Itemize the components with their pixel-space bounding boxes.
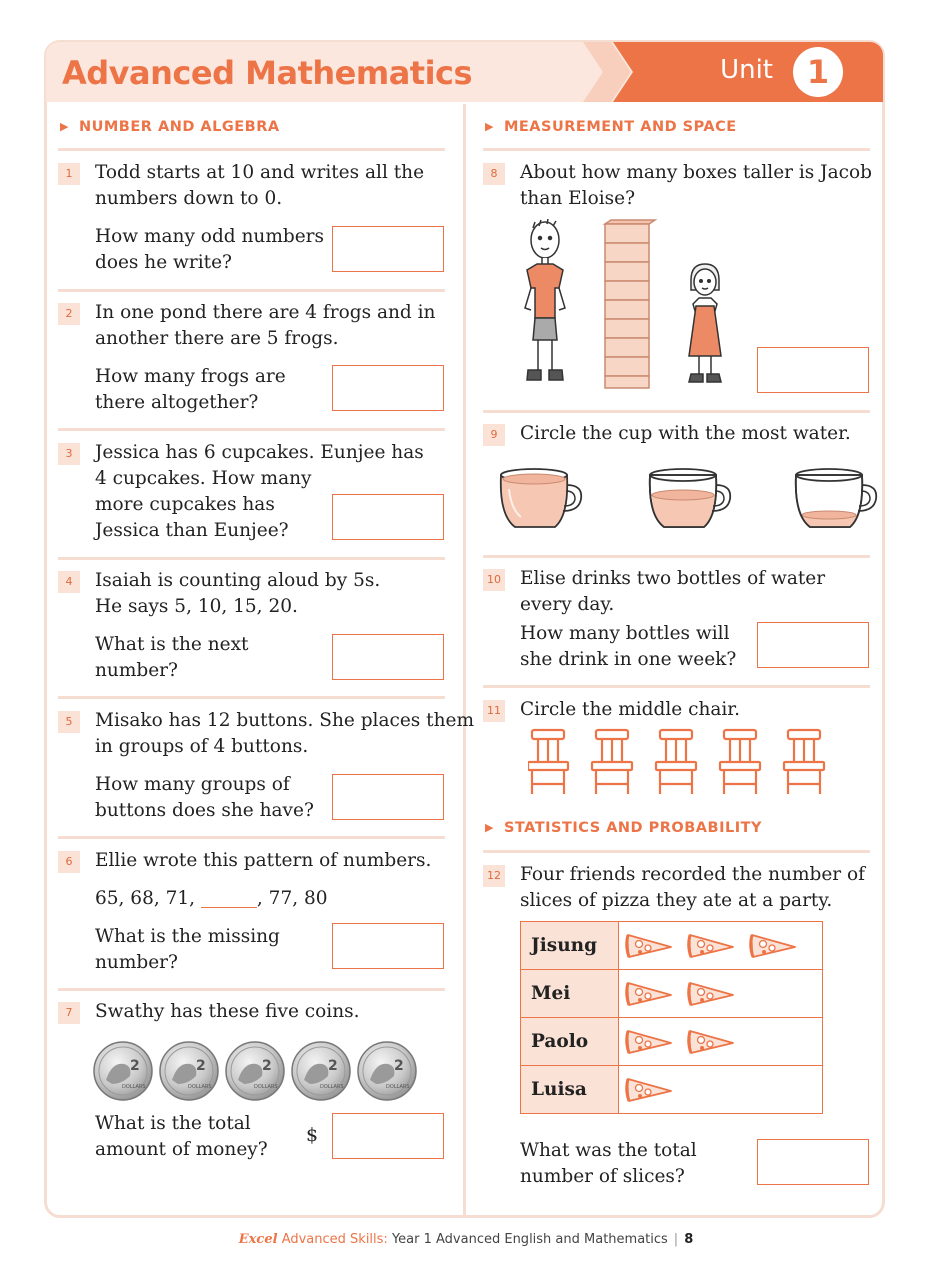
page-footer: Excel Advanced Skills: Year 1 Advanced English and Mathematics | 8 [238,1232,694,1247]
pizza-slice-icon [687,977,737,1011]
pattern-blank[interactable] [201,890,257,908]
footer-series: Advanced Skills: [281,1232,388,1247]
pictograph-name: Paolo [521,1018,619,1066]
footer-book-title: Year 1 Advanced English and Mathematics [391,1232,668,1247]
question-7-prompt: What is the total amount of money? [95,1113,268,1160]
question-4-prompt: What is the next number? [95,634,249,681]
section-number-algebra: ▶ NUMBER AND ALGEBRA [60,119,280,135]
pictograph-name: Luisa [521,1066,619,1114]
svg-text:DOLLARS: DOLLARS [188,1084,212,1090]
chair-icon[interactable] [720,730,760,794]
question-11-text: Circle the middle chair. [520,699,741,720]
question-7-text: Swathy has these five coins. [95,1001,360,1022]
pizza-slice-icon [625,977,675,1011]
divider [58,696,445,699]
question-1-prompt: How many odd numbers does he write? [95,226,325,273]
pizza-slice-icon [625,929,675,963]
svg-text:2: 2 [328,1058,338,1074]
svg-text:2: 2 [130,1058,140,1074]
cup-icon [501,469,581,527]
pictograph-slices [619,922,823,970]
pizza-slice-icon [625,1025,675,1059]
answer-box-6[interactable] [332,923,444,969]
question-number: 6 [58,851,80,873]
question-number: 2 [58,303,80,325]
divider [58,988,445,991]
answer-box-5[interactable] [332,774,444,820]
coin-icon [358,1042,416,1100]
question-number: 8 [483,163,505,185]
question-number: 7 [58,1002,80,1024]
pictograph-name: Mei [521,970,619,1018]
pictograph-row [521,1066,823,1114]
footer-brand: Excel [238,1232,278,1247]
svg-text:2: 2 [196,1058,206,1074]
coin-icon [292,1042,350,1100]
question-8-text: About how many boxes taller is Jacob than Eloise? [520,162,872,209]
question-number: 3 [58,443,80,465]
question-number: 5 [58,711,80,733]
question-9-text: Circle the cup with the most water. [520,423,851,444]
box-tower [605,220,655,388]
pictograph-row [521,1018,823,1066]
question-4-text: Isaiah is counting aloud by 5s. He says 5, 10, 15, 20. [95,570,381,617]
pizza-slice-icon [687,1025,737,1059]
answer-box-12[interactable] [757,1139,869,1185]
section-measurement-space: ▶ MEASUREMENT AND SPACE [485,119,737,135]
pictograph-slices [619,1018,823,1066]
divider [58,289,445,292]
cup-full[interactable] [495,465,585,535]
answer-box-10[interactable] [757,622,869,668]
arrow-icon: ▶ [60,120,69,133]
pictograph-slices [619,1066,823,1114]
answer-box-2[interactable] [332,365,444,411]
divider [58,836,445,839]
question-3-text: Jessica has 6 cupcakes. Eunjee has 4 cupcakes. How many more cupcakes has Jessica than Eunjee? [95,442,424,541]
answer-box-7[interactable] [332,1113,444,1159]
svg-text:DOLLARS: DOLLARS [254,1084,278,1090]
divider [483,850,870,853]
answer-box-3[interactable] [332,494,444,540]
page-number: 8 [684,1232,694,1247]
svg-text:DOLLARS: DOLLARS [122,1084,146,1090]
question-number: 9 [483,424,505,446]
pictograph-row [521,922,823,970]
boy-icon [525,219,565,380]
question-number: 11 [483,700,505,722]
currency-symbol: $ [306,1124,319,1146]
pizza-pictograph [520,921,823,1114]
divider [58,148,445,151]
coin-icon [226,1042,284,1100]
number-pattern: 65, 68, 71, , 77, 80 [95,888,328,909]
divider [483,555,870,558]
cup-icon [650,469,730,527]
section-statistics-probability: ▶ STATISTICS AND PROBABILITY [485,820,762,836]
pictograph-name: Jisung [521,922,619,970]
question-12-prompt: What was the total number of slices? [520,1140,697,1187]
question-10-prompt: How many bottles will she drink in one week? [520,623,737,670]
unit-label: Unit [720,55,773,85]
question-6-text: Ellie wrote this pattern of numbers. [95,850,432,871]
pizza-slice-icon [749,929,799,963]
page-title: Advanced Mathematics [62,54,473,92]
chair-icon[interactable] [528,730,568,794]
coin-icon [94,1042,152,1100]
answer-box-8[interactable] [757,347,869,393]
divider [483,685,870,688]
question-2-text: In one pond there are 4 frogs and in another there are 5 frogs. [95,302,436,349]
question-5-text: Misako has 12 buttons. She places them in groups of 4 buttons. [95,710,475,757]
arrow-icon: ▶ [485,821,494,834]
chairs-row [528,728,828,796]
pizza-slice-icon [625,1073,675,1107]
answer-box-1[interactable] [332,226,444,272]
question-5-prompt: How many groups of buttons does she have? [95,774,314,821]
question-number: 4 [58,571,80,593]
arrow-icon: ▶ [485,120,494,133]
question-1-text: Todd starts at 10 and writes all the numbers down to 0. [95,162,425,209]
divider [58,557,445,560]
svg-text:2: 2 [394,1058,404,1074]
height-comparison-illustration [515,218,735,390]
pizza-slice-icon [687,929,737,963]
question-2-prompt: How many frogs are there altogether? [95,366,286,413]
column-divider [463,104,466,1216]
coins-group [92,1040,422,1102]
question-10-text: Elise drinks two bottles of water every day. [520,568,826,615]
cup-icon [796,469,876,527]
girl-icon [689,264,721,382]
answer-box-4[interactable] [332,634,444,680]
svg-text:2: 2 [262,1058,272,1074]
cup-low[interactable] [790,465,880,535]
divider [58,428,445,431]
svg-text:DOLLARS: DOLLARS [320,1084,344,1090]
pictograph-slices [619,970,823,1018]
coin-icon [160,1042,218,1100]
chair-icon[interactable] [592,730,632,794]
page-header [46,42,883,102]
divider [483,148,870,151]
cup-half[interactable] [644,465,734,535]
question-6-prompt: What is the missing number? [95,926,280,973]
svg-text:DOLLARS: DOLLARS [386,1084,410,1090]
unit-number: 1 [793,47,843,97]
question-number: 12 [483,865,505,887]
pictograph-row [521,970,823,1018]
divider [483,410,870,413]
question-number: 1 [58,163,80,185]
chair-icon[interactable] [656,730,696,794]
question-number: 10 [483,569,505,591]
question-12-text: Four friends recorded the number of slices of pizza they ate at a party. [520,864,865,911]
chair-icon[interactable] [784,730,824,794]
